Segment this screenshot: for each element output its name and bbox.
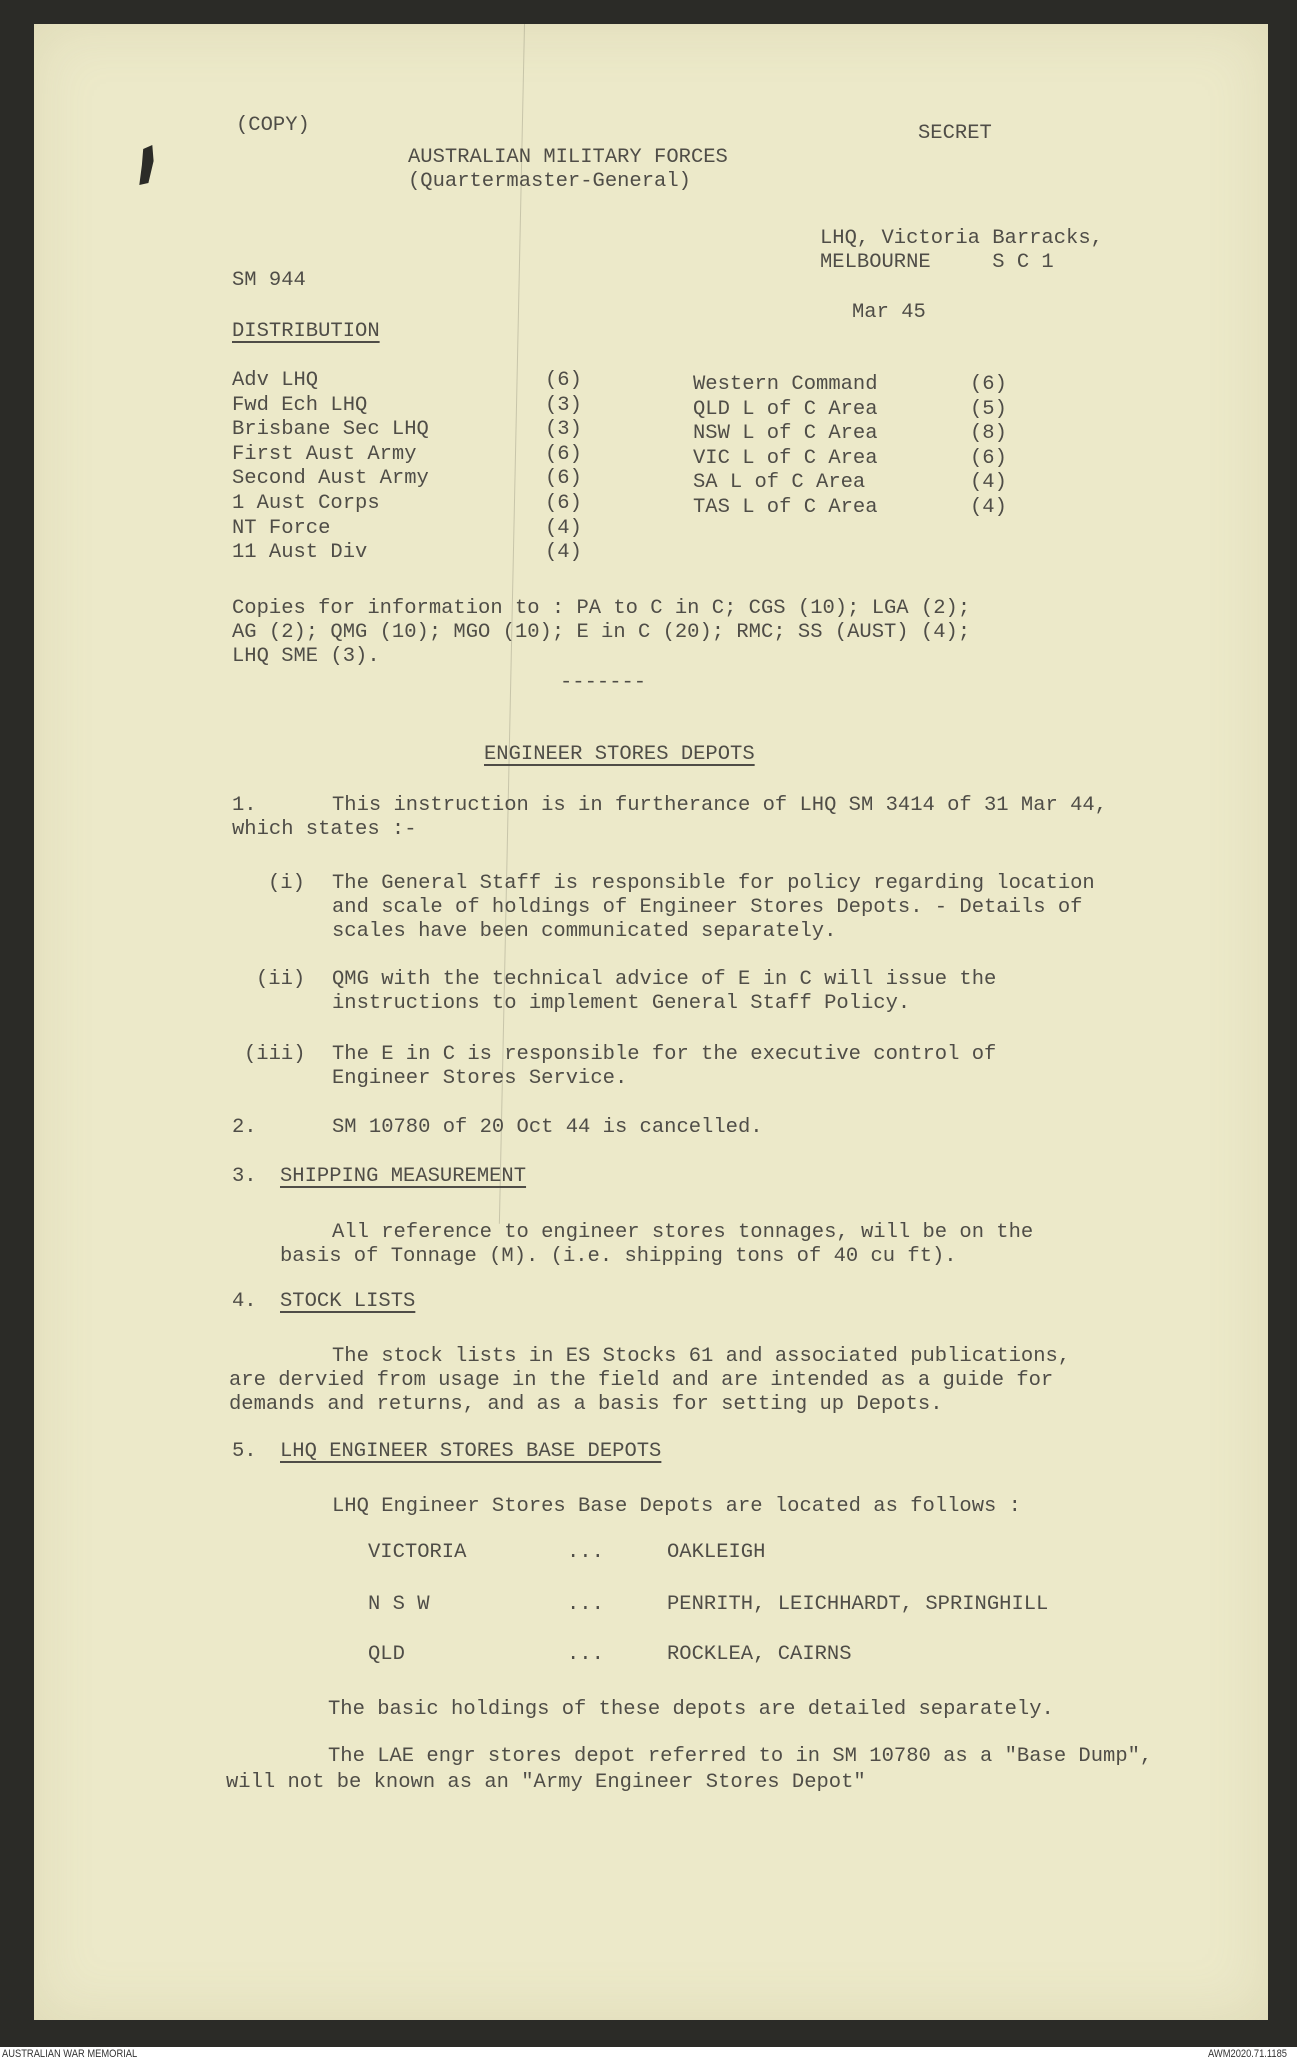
depot-locations: PENRITH, LEICHHARDT, SPRINGHILL — [667, 1593, 1049, 1616]
para-5-lae-line: will not be known as an "Army Engineer Stores Depot" — [226, 1771, 866, 1794]
para-5-lae-line: The LAE engr stores depot referred to in SM 10780 as a "Base Dump", — [328, 1745, 1153, 1768]
distribution-recipient: Adv LHQ — [232, 369, 319, 392]
item-line: QMG with the technical advice of E in C will issue the — [332, 968, 997, 991]
classification: SECRET — [918, 122, 992, 145]
distribution-recipient: Second Aust Army — [232, 467, 429, 491]
depot-locations: OAKLEIGH — [667, 1541, 766, 1564]
distribution-count: (6) — [545, 492, 582, 515]
distribution-recipient: Fwd Ech LHQ — [232, 393, 368, 417]
para-2: SM 10780 of 20 Oct 44 is cancelled. — [332, 1116, 763, 1139]
para-4-line: demands and returns, and as a basis for setting up Depots. — [229, 1393, 943, 1416]
depot-leader: ... — [567, 1541, 604, 1564]
distribution-heading: DISTRIBUTION — [232, 320, 380, 343]
depot-leader: ... — [567, 1593, 604, 1616]
item-line: The E in C is responsible for the executive control of — [332, 1043, 997, 1066]
section-heading: LHQ ENGINEER STORES BASE DEPOTS — [280, 1440, 662, 1463]
depot-locations: ROCKLEA, CAIRNS — [667, 1643, 852, 1666]
item-line: scales have been communicated separately. — [332, 920, 837, 943]
distribution-recipient: QLD L of C Area — [693, 397, 878, 421]
distribution-count: (6) — [970, 446, 1007, 470]
distribution-count: (4) — [545, 516, 582, 540]
branch-title: (Quartermaster-General) — [408, 170, 691, 193]
depot-state: VICTORIA — [368, 1541, 467, 1564]
para-3-line: basis of Tonnage (M). (i.e. shipping tons of 40 cu ft). — [280, 1245, 957, 1268]
depot-state: QLD — [368, 1643, 405, 1666]
para-5-holdings: The basic holdings of these depots are detailed separately. — [328, 1698, 1054, 1721]
section-heading: SHIPPING MEASUREMENT — [280, 1165, 527, 1188]
footer-institution: AUSTRALIAN WAR MEMORIAL — [2, 2048, 138, 2060]
copies-line: Copies for information to : PA to C in C; CGS (10); LGA (2); — [232, 597, 971, 620]
distribution-recipient: Western Command — [693, 373, 878, 396]
document-title: ENGINEER STORES DEPOTS — [484, 743, 755, 766]
depot-state: N S W — [368, 1593, 430, 1616]
item-line: Engineer Stores Service. — [332, 1067, 628, 1090]
distribution-count: (3) — [545, 418, 582, 442]
footer-accession: AWM2020.71.1185 — [1208, 2048, 1288, 2060]
distribution-recipient: 11 Aust Div — [232, 541, 368, 565]
org-title: AUSTRALIAN MILITARY FORCES — [408, 146, 728, 169]
distribution-recipient: SA L of C Area — [693, 471, 866, 495]
item-number: (i) — [268, 872, 305, 895]
section-heading: STOCK LISTS — [280, 1290, 416, 1313]
depot-leader: ... — [567, 1643, 604, 1666]
para-number: 5. — [232, 1440, 257, 1463]
distribution-count: (6) — [545, 467, 582, 491]
para-5-intro: LHQ Engineer Stores Base Depots are located as follows : — [332, 1495, 1021, 1518]
para-number: 1. — [232, 794, 257, 817]
reference-number: SM 944 — [232, 269, 306, 292]
distribution-count: (4) — [970, 496, 1007, 519]
distribution-count: (6) — [545, 369, 582, 392]
distribution-count: (6) — [970, 373, 1007, 396]
copies-line: AG (2); QMG (10); MGO (10); E in C (20); RMC; SS (AUST) (4); — [232, 621, 971, 644]
para-4-line: are dervied from usage in the field and are intended as a guide for — [229, 1369, 1054, 1392]
address-line-2: MELBOURNE S C 1 — [820, 251, 1054, 274]
copy-label: (COPY) — [236, 114, 310, 137]
distribution-recipient: TAS L of C Area — [693, 496, 878, 519]
para-3-line: All reference to engineer stores tonnages, will be on the — [332, 1221, 1034, 1244]
distribution-recipient: First Aust Army — [232, 442, 417, 466]
distribution-recipient: 1 Aust Corps — [232, 492, 380, 515]
distribution-recipient: VIC L of C Area — [693, 446, 878, 470]
item-line: The General Staff is responsible for policy regarding location — [332, 872, 1095, 895]
distribution-count: (4) — [970, 471, 1007, 495]
distribution-count: (6) — [545, 442, 582, 466]
copies-line: LHQ SME (3). — [232, 645, 380, 668]
distribution-recipient: NT Force — [232, 516, 331, 540]
distribution-count: (5) — [970, 397, 1007, 421]
para-4-line: The stock lists in ES Stocks 61 and associated publications, — [332, 1345, 1071, 1368]
para-number: 2. — [232, 1116, 257, 1139]
para-number: 4. — [232, 1290, 257, 1313]
distribution-count: (8) — [970, 422, 1007, 446]
address-line-1: LHQ, Victoria Barracks, — [820, 227, 1103, 250]
separator: ------- — [560, 671, 647, 694]
item-line: and scale of holdings of Engineer Stores Depots. - Details of — [332, 896, 1083, 919]
distribution-recipient: Brisbane Sec LHQ — [232, 418, 429, 442]
para-1-line: which states :- — [232, 818, 417, 841]
item-number: (iii) — [244, 1043, 306, 1066]
distribution-count: (4) — [545, 541, 582, 565]
date: Mar 45 — [852, 301, 926, 324]
para-1-line: This instruction is in furtherance of LHQ SM 3414 of 31 Mar 44, — [332, 794, 1108, 817]
distribution-count: (3) — [545, 393, 582, 417]
distribution-recipient: NSW L of C Area — [693, 422, 878, 446]
item-line: instructions to implement General Staff Policy. — [332, 992, 911, 1015]
item-number: (ii) — [256, 968, 306, 991]
para-number: 3. — [232, 1165, 257, 1188]
